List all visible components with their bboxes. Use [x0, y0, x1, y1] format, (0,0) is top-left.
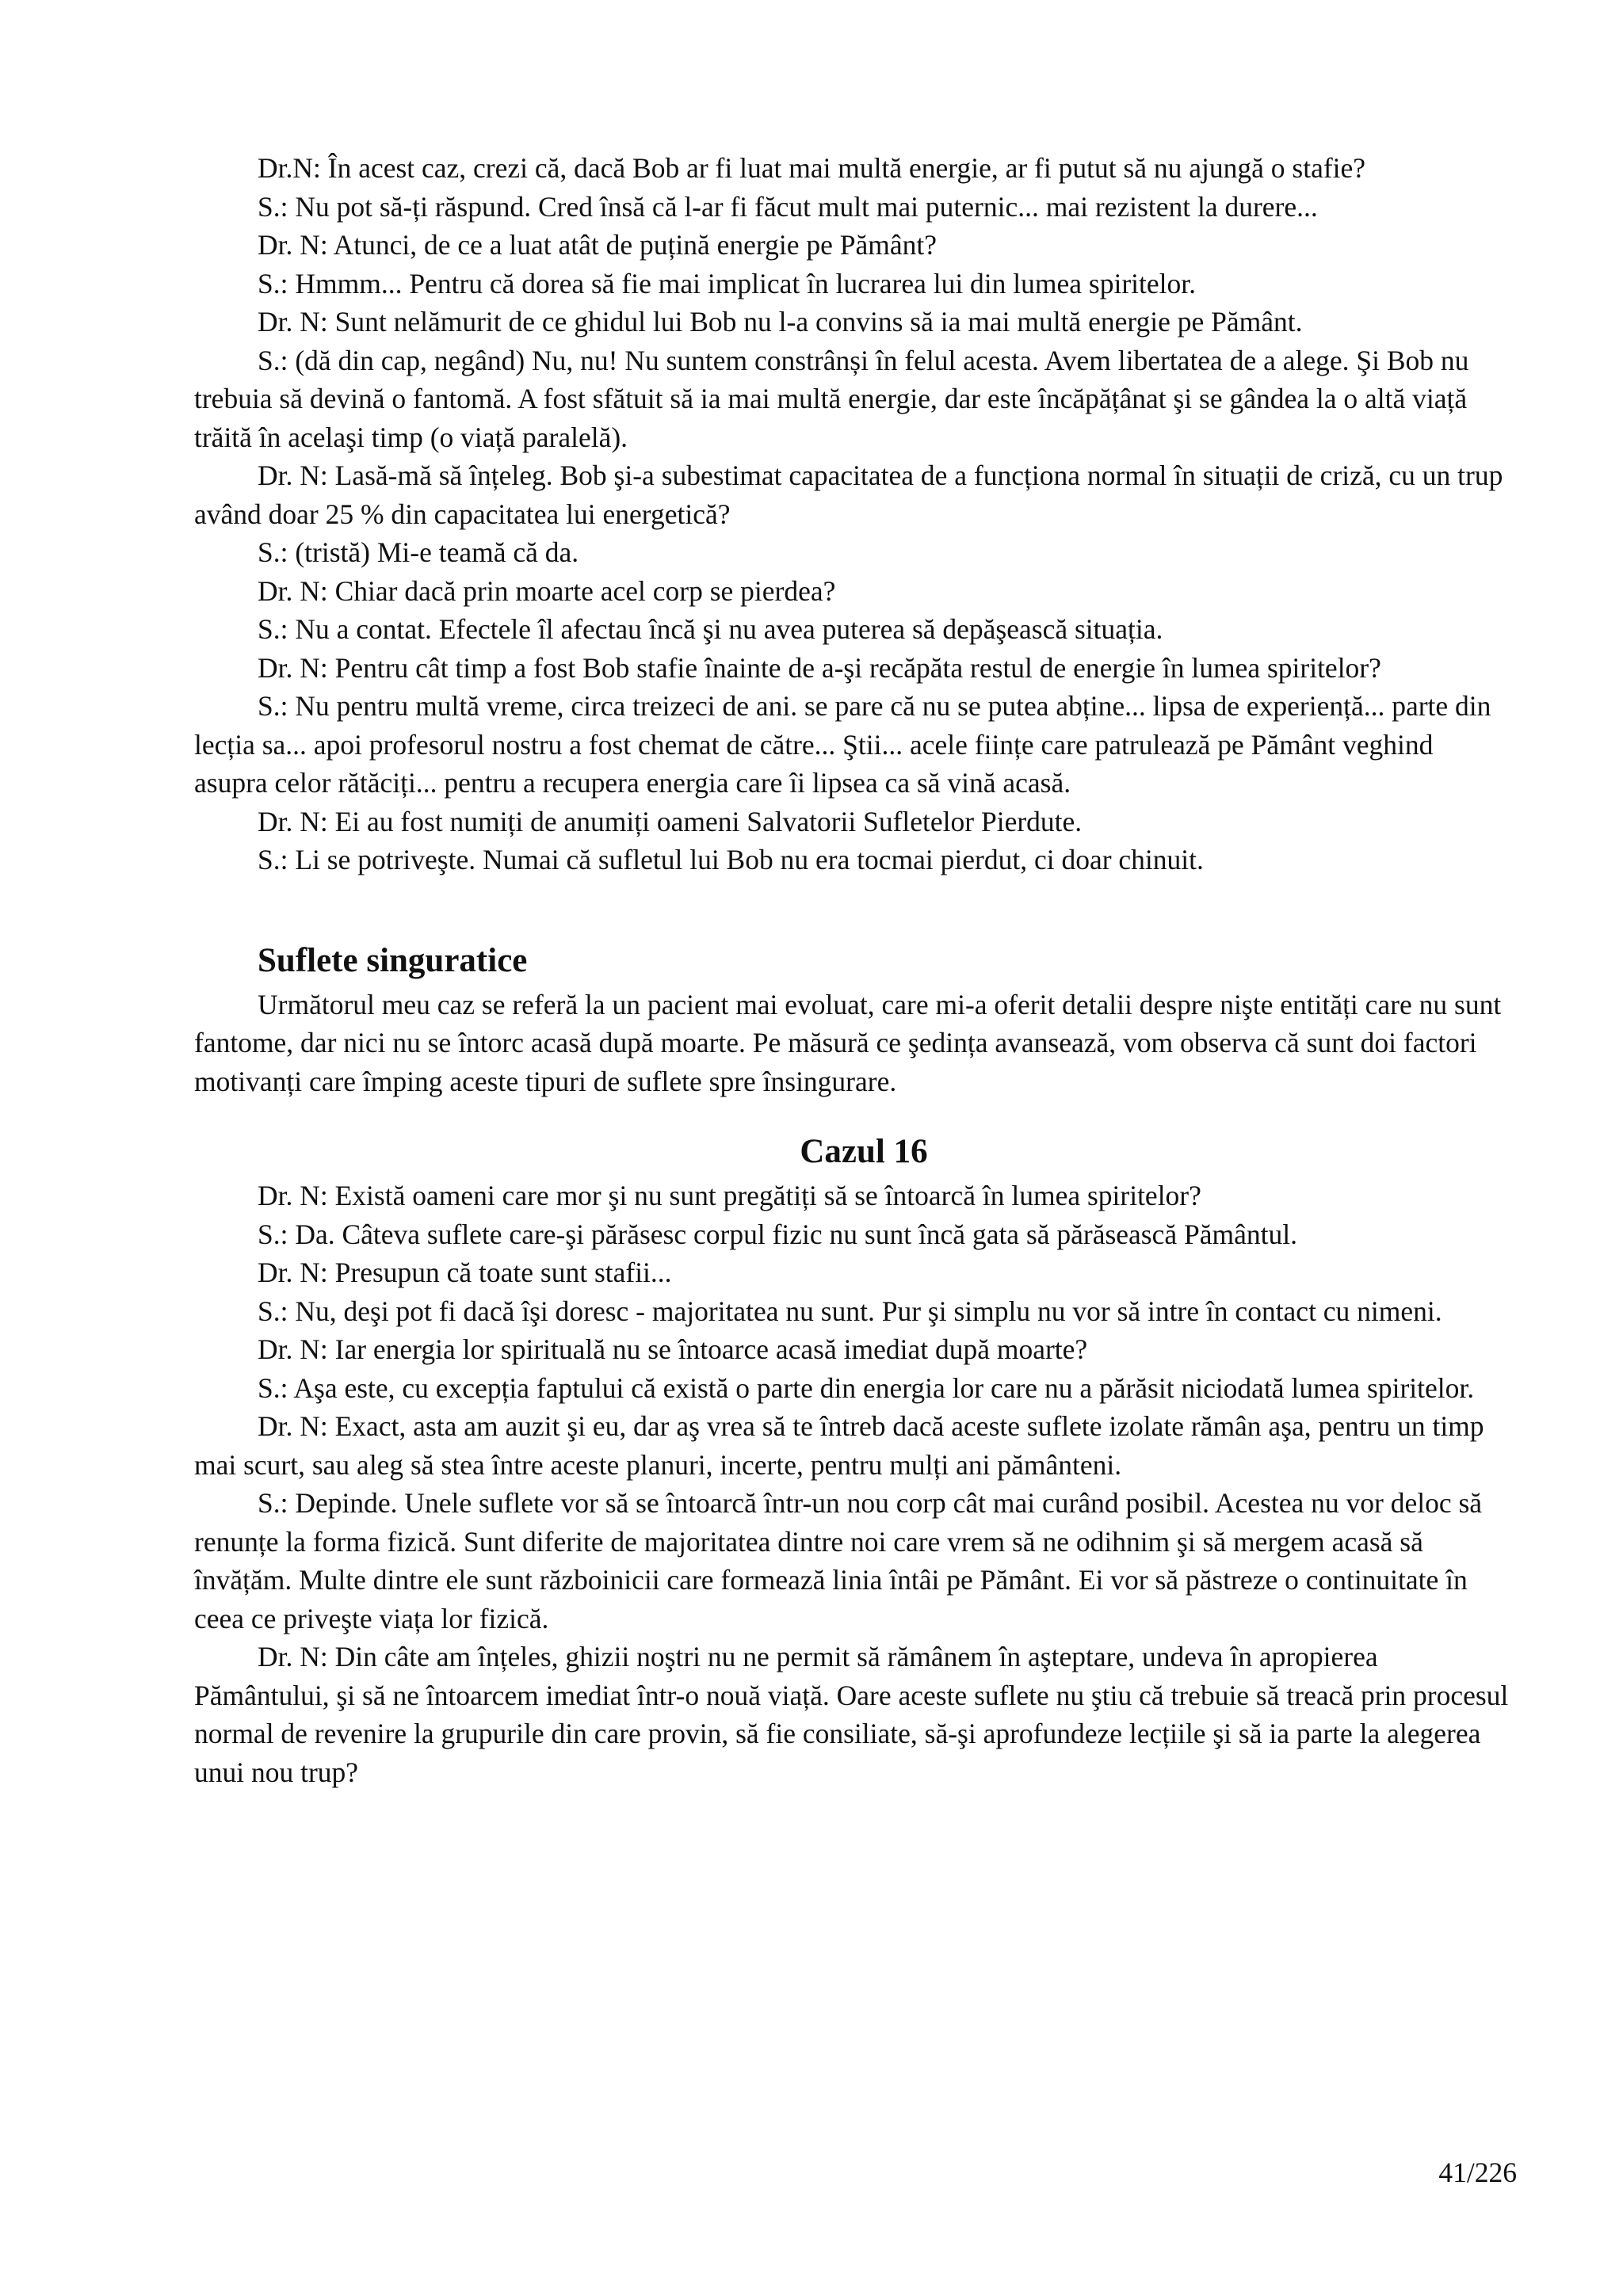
- paragraph: Dr. N: Iar energia lor spirituală nu se întoarce acasă imediat după moarte?: [258, 1333, 1088, 1365]
- paragraph: Dr. N: Pentru cât timp a fost Bob stafie înainte de a-şi recăpăta restul de energie în lumea spiritelor?: [258, 651, 1381, 684]
- dialogue-block-2: [194, 1177, 1510, 1791]
- paragraph: Dr. N: Ei au fost numiți de anumiți oameni Salvatorii Sufletelor Pierdute.: [258, 805, 1083, 837]
- paragraph: S.: (tristă) Mi-e teamă că da.: [258, 536, 579, 568]
- paragraph: S.: Nu a contat. Efectele îl afectau încă şi nu avea puterea să depăşească situația.: [258, 613, 1163, 645]
- paragraph: Dr. N: Chiar dacă prin moarte acel corp se pierdea?: [258, 574, 836, 607]
- paragraph: Dr. N: Exact, asta am auzit şi eu, dar aş vrea să te întreb dacă aceste suflete izolate rămân aşa, pentru un timp mai scurt, sau aleg să stea între aceste planuri, incerte, pentru mulți ani pământeni.: [194, 1410, 1484, 1481]
- paragraph: S.: Nu pentru multă vreme, circa treizeci de ani. se pare că nu se putea abține... lipsa de experiență... parte din lecția sa... apoi profesorul nostru a fost chemat de către... Ştii... acele ființe care patrulează pe Pământ veghind asupra celor rătăciți... pentru a recupera energia care îi lipsea ca să vină acasă.: [194, 690, 1491, 799]
- page-body: [194, 149, 1510, 1791]
- paragraph: Dr. N: Atunci, de ce a luat atât de puțină energie pe Pământ?: [258, 229, 937, 261]
- paragraph: S.: Nu pot să-ți răspund. Cred însă că l-ar fi făcut mult mai puternic... mai rezistent la durere...: [258, 190, 1318, 223]
- paragraph: S.: Nu, deşi pot fi dacă îşi doresc - majoritatea nu sunt. Pur şi simplu nu vor să intre în contact cu nimeni.: [258, 1295, 1442, 1327]
- paragraph: Dr. N: Presupun că toate sunt stafii...: [258, 1257, 672, 1288]
- paragraph: Dr. N: Sunt nelămurit de ce ghidul lui Bob nu l-a convins să ia mai multă energie pe Pământ.: [258, 306, 1303, 338]
- paragraph: Dr. N: Din câte am înțeles, ghizii noştri nu ne permit să rămânem în aşteptare, undeva în apropierea Pământului, şi să ne întoarcem imediat într-o nouă viață. Oare aceste suflete nu ştiu că trebuie să treacă prin procesul normal de revenire la grupurile din care provin, să fie consiliate, să-şi aprofundeze lecțiile şi să ia parte la alegerea unui nou trup?: [194, 1641, 1509, 1788]
- page-number: 41/226: [1438, 2157, 1517, 2188]
- paragraph: S.: Da. Câteva suflete care-şi părăsesc corpul fizic nu sunt încă gata să părăsească Pământul.: [258, 1218, 1297, 1250]
- paragraph: S.: Depinde. Unele suflete vor să se întoarcă într-un nou corp cât mai curând posibil. Acestea nu vor deloc să renunțe la forma fizică. Sunt diferite de majoritatea dintre noi care vrem să ne odihnim şi să mergem acasă să învățăm. Multe dintre ele sunt războinicii care formează linia întâi pe Pământ. Ei vor să păstreze o continuitate în ceea ce priveşte viața lor fizică.: [194, 1487, 1483, 1634]
- paragraph: S.: Li se potriveşte. Numai că sufletul lui Bob nu era tocmai pierdut, ci doar chinuit.: [258, 844, 1204, 875]
- paragraph: Dr.N: În acest caz, crezi că, dacă Bob ar fi luat mai multă energie, ar fi putut să nu ajungă o stafie?: [258, 152, 1366, 184]
- section-intro-paragraph: Următorul meu caz se referă la un pacient mai evoluat, care mi-a oferit detalii despre nişte entități care nu sunt fantome, dar nici nu se întorc acasă după moarte. Pe măsură ce şedința avansează, vom observa că sunt doi factori motivanți care împing aceste tipuri de suflete spre însingurare.: [194, 988, 1502, 1097]
- dialogue-block-1: [194, 149, 1510, 879]
- paragraph: Dr. N: Lasă-mă să înțeleg. Bob şi-a subestimat capacitatea de a funcționa normal în situații de criză, cu un trup având doar 25 % din capacitatea lui energetică?: [194, 460, 1503, 530]
- paragraph: S.: Aşa este, cu excepția faptului că există o parte din energia lor care nu a părăsit niciodată lumea spiritelor.: [258, 1371, 1475, 1404]
- case-heading: Cazul 16: [800, 1133, 928, 1170]
- paragraph: S.: (dă din cap, negând) Nu, nu! Nu suntem constrânși în felul acesta. Avem libertatea de a alege. Şi Bob nu trebuia să devină o fantomă. A fost sfătuit să ia mai multă energie, dar este încăpățânat şi se gândea la o altă viață trăită în acelaşi timp (o viață paralelă).: [194, 344, 1469, 453]
- paragraph: S.: Hmmm... Pentru că dorea să fie mai implicat în lucrarea lui din lumea spiritelor.: [258, 267, 1196, 299]
- section-heading: Suflete singuratice: [258, 941, 528, 979]
- paragraph: Dr. N: Există oameni care mor şi nu sunt pregătiți să se întoarcă în lumea spiritelor?: [258, 1180, 1201, 1211]
